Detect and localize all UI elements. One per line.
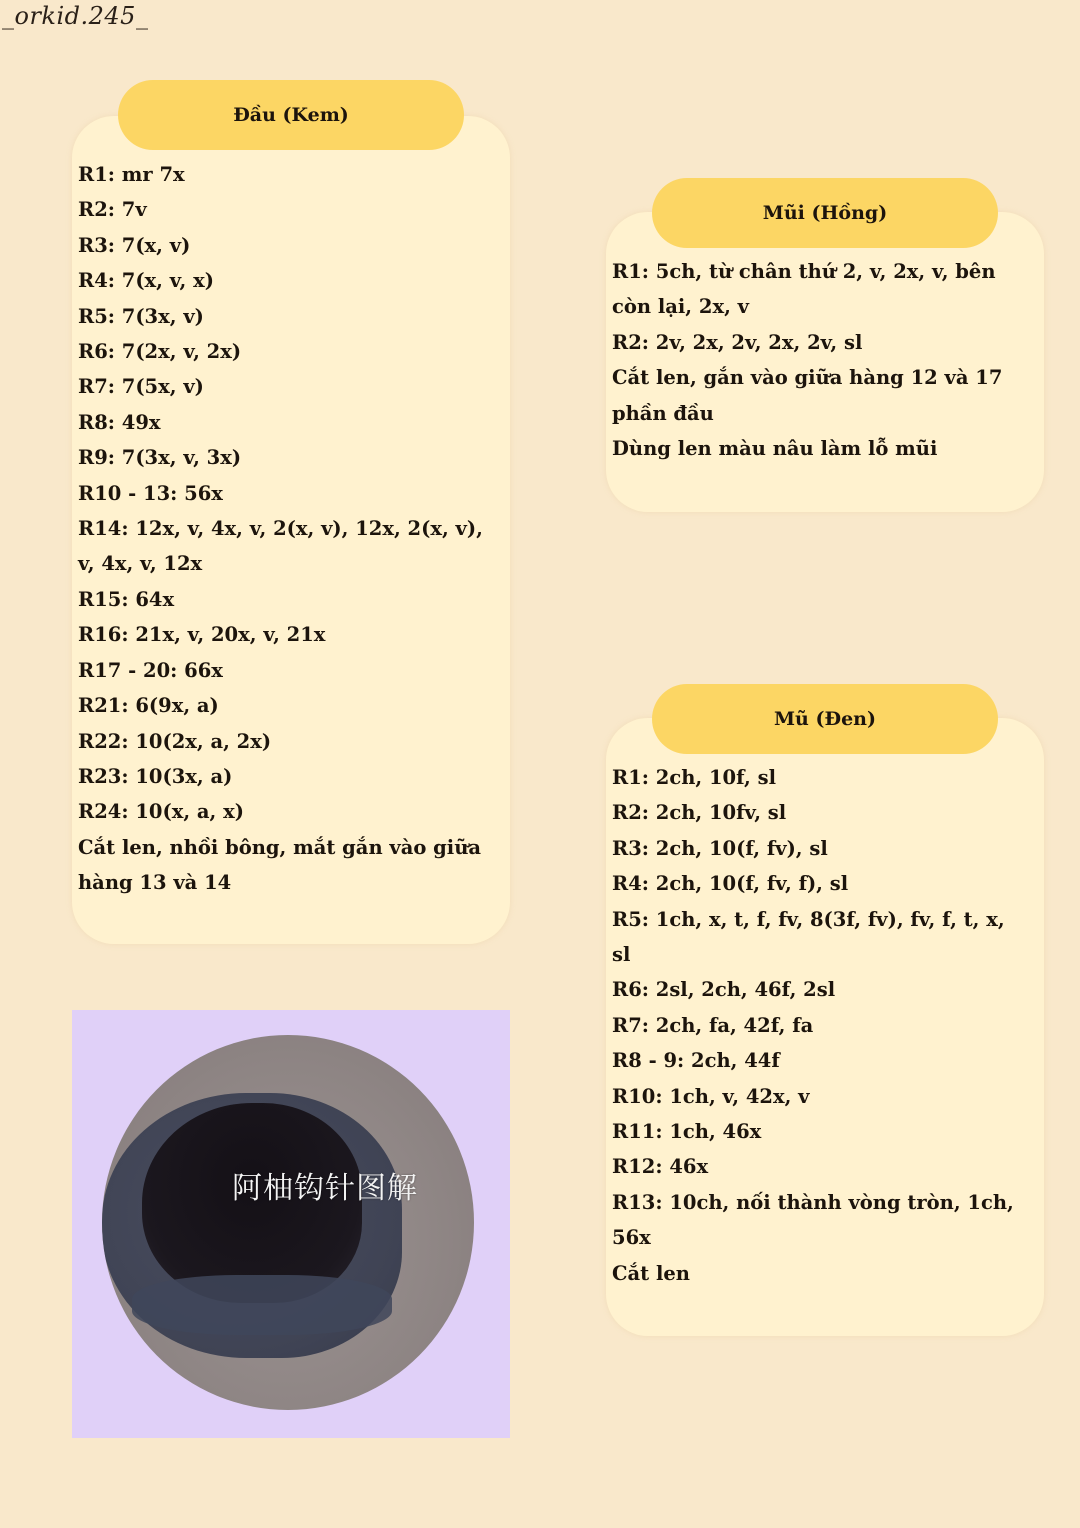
instruction-line: R7: 7(5x, v) <box>78 375 204 399</box>
watermark: _orkid.245_ <box>2 2 149 30</box>
photo-watermark-caption: 阿柚钩针图解 <box>232 1171 418 1206</box>
instruction-line: R10 - 13: 56x <box>78 481 223 505</box>
instruction-line: Dùng len màu nâu làm lỗ mũi <box>612 437 938 461</box>
instruction-line: R24: 10(x, a, x) <box>78 800 244 824</box>
instruction-line: R2: 2ch, 10fv, sl <box>612 801 787 825</box>
hat-image-rim <box>132 1275 392 1335</box>
instruction-line: R21: 6(9x, a) <box>78 694 219 718</box>
instruction-line: R7: 2ch, fa, 42f, fa <box>612 1013 814 1037</box>
instruction-line: R2: 2v, 2x, 2v, 2x, 2v, sl <box>612 330 863 354</box>
instruction-line: R16: 21x, v, 20x, v, 21x <box>78 623 326 647</box>
instruction-line: phần đầu <box>612 401 714 425</box>
instruction-line: R15: 64x <box>78 587 175 611</box>
head-section-title: Đầu (Kem) <box>118 80 464 150</box>
hat-section-title: Mũ (Đen) <box>652 684 998 754</box>
instruction-line: R8: 49x <box>78 410 161 434</box>
hat-photo-panel <box>72 1010 510 1438</box>
instruction-line: R3: 2ch, 10(f, fv), sl <box>612 836 828 860</box>
instruction-line: R4: 2ch, 10(f, fv, f), sl <box>612 872 849 896</box>
instruction-line: R2: 7v <box>78 198 147 222</box>
instruction-line: R9: 7(3x, v, 3x) <box>78 446 242 470</box>
instruction-line: R12: 46x <box>612 1155 709 1179</box>
instruction-line: R22: 10(2x, a, 2x) <box>78 729 272 753</box>
hat-instructions <box>612 760 1014 1291</box>
instruction-line: R4: 7(x, v, x) <box>78 269 214 293</box>
instruction-line: R11: 1ch, 46x <box>612 1120 762 1144</box>
instruction-line: Cắt len <box>612 1261 690 1285</box>
instruction-line: R5: 7(3x, v) <box>78 304 204 328</box>
instruction-line: R14: 12x, v, 4x, v, 2(x, v), 12x, 2(x, v), <box>78 517 483 541</box>
instruction-line: R3: 7(x, v) <box>78 233 191 257</box>
instruction-line: R23: 10(3x, a) <box>78 764 233 788</box>
nose-instructions <box>612 254 1002 466</box>
instruction-line: R5: 1ch, x, t, f, fv, 8(3f, fv), fv, f, t, x, <box>612 907 1005 931</box>
instruction-line: Cắt len, gắn vào giữa hàng 12 và 17 <box>612 366 1003 390</box>
instruction-line: hàng 13 và 14 <box>78 871 232 895</box>
instruction-line: còn lại, 2x, v <box>612 295 749 319</box>
instruction-line: R1: 2ch, 10f, sl <box>612 766 777 789</box>
instruction-line: Cắt len, nhồi bông, mắt gắn vào giữa <box>78 835 482 859</box>
instruction-line: R13: 10ch, nối thành vòng tròn, 1ch, <box>612 1190 1014 1214</box>
instruction-line: R10: 1ch, v, 42x, v <box>612 1084 810 1108</box>
instruction-line: R6: 7(2x, v, 2x) <box>78 340 242 364</box>
nose-section-title: Mũi (Hồng) <box>652 178 998 248</box>
instruction-line: R1: mr 7x <box>78 163 185 186</box>
instruction-line: R17 - 20: 66x <box>78 658 223 682</box>
instruction-line: R1: 5ch, từ chân thứ 2, v, 2x, v, bên <box>612 260 996 283</box>
instruction-line: sl <box>612 943 631 967</box>
instruction-line: 56x <box>612 1226 651 1250</box>
instruction-line: R8 - 9: 2ch, 44f <box>612 1049 780 1073</box>
instruction-line: R6: 2sl, 2ch, 46f, 2sl <box>612 978 836 1002</box>
head-instructions <box>78 157 483 901</box>
hat-photo <box>102 1035 474 1410</box>
instruction-line: v, 4x, v, 12x <box>78 552 203 576</box>
